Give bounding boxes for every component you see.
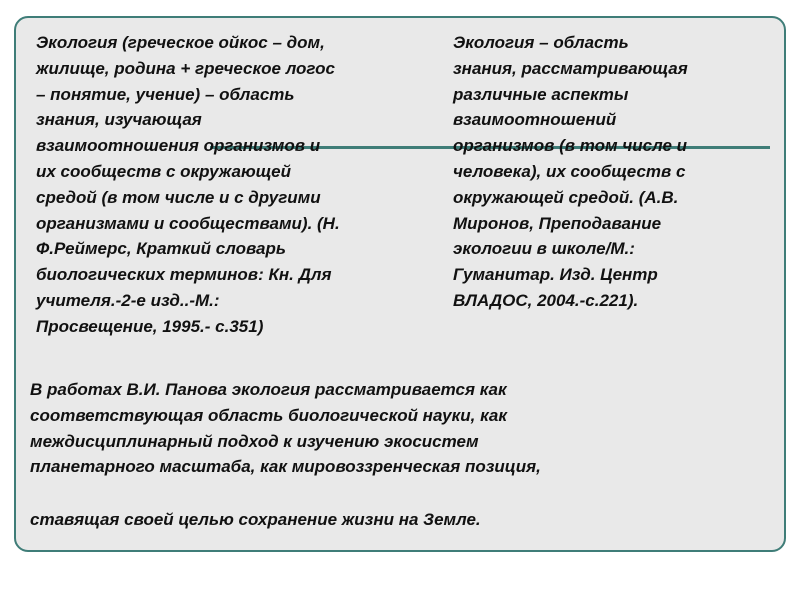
panov-paragraph: В работах В.И. Панова экология рассматривается как соответствующая область биологической науки, как междисциплинарный подход к изучению экосистем планетарного масштаба, как мировоззренческая позиция, xyxy=(30,380,541,477)
reimers-definition: Экология (греческое ойкос – дом, жилище, родина + греческое логос – понятие, учение) – область знания, изучающая взаимоотношения организмов и их сообществ с окружающей средой (в том числе и с другими организмами и сообществами). (Н. Ф.Реймерс, Краткий словарь биологических терминов: Кн. Для учителя.-2-е изд..-М.: Просвещение, 1995.- с.351) xyxy=(36,33,340,336)
mironov-definition: Экология – область знания, рассматривающая различные аспекты взаимоотношений организмов (в том числе и человека), их сообществ с окружающей средой. (А.В. Миронов, Преподавание экологии в школе/М.: Гуманитар. Изд. Центр ВЛАДОС, 2004.-с.221). xyxy=(453,33,688,310)
closing-line: ставящая своей целью сохранение жизни на Земле. xyxy=(30,510,481,529)
